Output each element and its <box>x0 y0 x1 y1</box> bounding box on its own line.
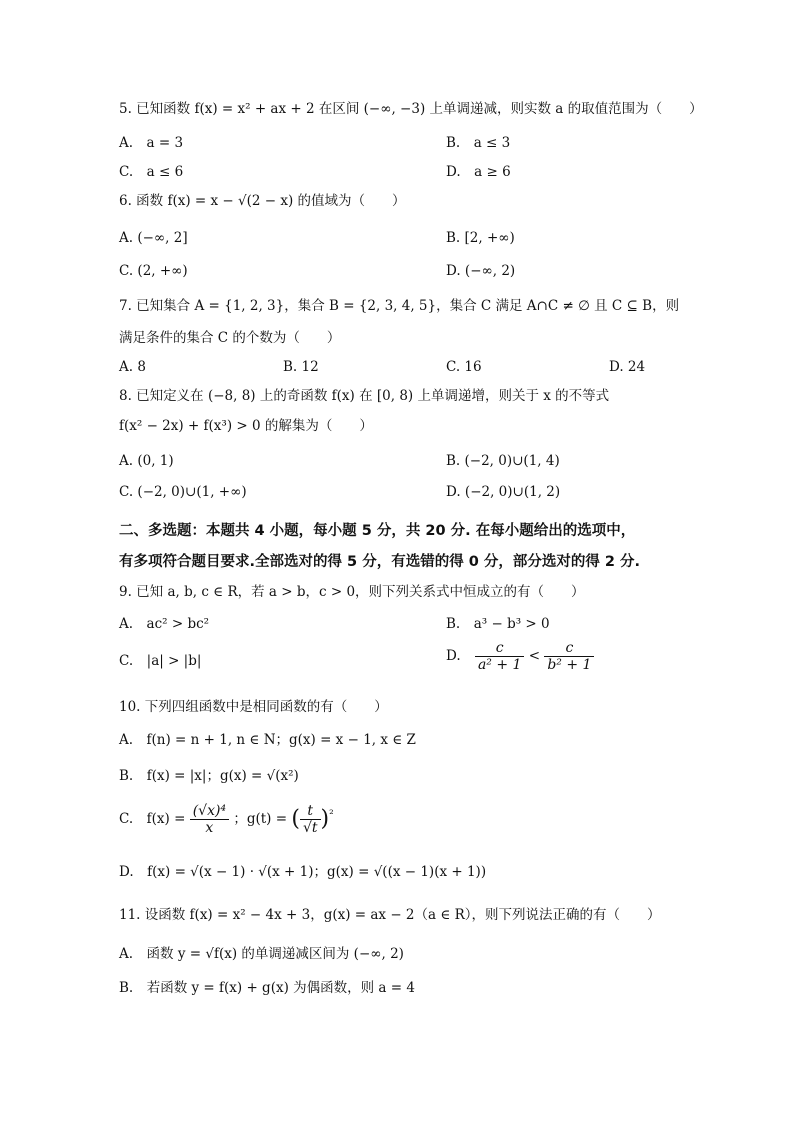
q10-option-d: D. f(x) = √(x − 1) · √(x + 1)；g(x) = √((x − 1)(x + 1)) <box>119 864 487 880</box>
q10-option-a: A. f(n) = n + 1, n ∈ N；g(x) = x − 1, x ∈ Z <box>119 732 416 748</box>
q10-c-numerator-1: (√x)⁴ <box>190 803 229 820</box>
q10-c-numerator-2: t <box>300 803 321 820</box>
q8-stem-2: f(x² − 2x) + f(x³) > 0 的解集为（ ） <box>119 418 373 434</box>
q9-d-denominator-2: b² + 1 <box>547 657 592 673</box>
q9-d-operator: < <box>528 648 541 664</box>
q10-c-left-paren: ( <box>291 806 300 832</box>
q9-d-denominator-1: a² + 1 <box>477 657 522 673</box>
q10-c-fraction-1 <box>190 803 229 836</box>
q9-d-fraction-1 <box>475 640 525 673</box>
q5-option-a: A. a = 3 <box>119 135 184 151</box>
q10-c-middle: ；g(t) = <box>233 811 288 827</box>
q7-stem: 7. 已知集合 A = {1, 2, 3}，集合 B = {2, 3, 4, 5}，集合 C 满足 A∩C ≠ ∅ 且 C ⊆ B，则 <box>119 298 680 314</box>
q8-stem: 8. 已知定义在 (−8, 8) 上的奇函数 f(x) 在 [0, 8) 上单调递增，则关于 x 的不等式 <box>119 388 610 404</box>
q9-d-numerator-1: c <box>475 640 525 657</box>
q10-option-c <box>119 803 334 836</box>
q5-stem: 5. 已知函数 f(x) = x² + ax + 2 在区间 (−∞, −3) 上单调递减，则实数 a 的取值范围为（ ） <box>119 101 703 117</box>
q9-option-a: A. ac² > bc² <box>119 616 210 632</box>
q6-option-b: B. [2, +∞) <box>446 230 515 246</box>
q10-c-denominator-1: x <box>205 820 214 836</box>
q10-stem: 10. 下列四组函数中是相同函数的有（ ） <box>119 699 388 715</box>
q10-c-fraction-2 <box>300 803 321 836</box>
q6-stem: 6. 函数 f(x) = x − √(2 − x) 的值域为（ ） <box>119 193 406 209</box>
section2-heading-2: 有多项符合题目要求.全部选对的得 5 分，有选错的得 0 分，部分选对的得 2 分. <box>119 554 641 570</box>
q10-c-square: ² <box>329 807 334 821</box>
q7-option-b: B. 12 <box>283 359 319 375</box>
q9-option-d <box>446 640 594 673</box>
q9-stem: 9. 已知 a, b, c ∈ R，若 a > b，c > 0，则下列关系式中恒成立的有（ ） <box>119 584 585 600</box>
q11-option-a: A. 函数 y = √f(x) 的单调递减区间为 (−∞, 2) <box>119 946 404 962</box>
q7-option-a: A. 8 <box>119 359 146 375</box>
q10-c-denominator-2: √t <box>302 820 318 836</box>
q9-option-b: B. a³ − b³ > 0 <box>446 616 550 632</box>
q8-option-d: D. (−2, 0)∪(1, 2) <box>446 484 561 500</box>
q9-option-c: C. |a| > |b| <box>119 653 202 669</box>
q7-option-c: C. 16 <box>446 359 482 375</box>
q10-option-b: B. f(x) = |x|；g(x) = √(x²) <box>119 768 299 784</box>
q7-stem-2: 满足条件的集合 C 的个数为（ ） <box>119 330 341 346</box>
q11-option-b: B. 若函数 y = f(x) + g(x) 为偶函数，则 a = 4 <box>119 980 415 996</box>
q9-option-d-label: D. <box>446 648 461 664</box>
q5-option-b: B. a ≤ 3 <box>446 135 511 151</box>
q7-option-d: D. 24 <box>609 359 646 375</box>
q6-option-c: C. (2, +∞) <box>119 263 188 279</box>
q9-d-fraction-2 <box>544 640 594 673</box>
q5-option-c: C. a ≤ 6 <box>119 164 184 180</box>
q10-c-right-paren: ) <box>320 806 330 832</box>
q8-option-c: C. (−2, 0)∪(1, +∞) <box>119 484 247 500</box>
q5-option-d: D. a ≥ 6 <box>446 164 511 180</box>
section2-heading-1: 二、多选题：本题共 4 小题，每小题 5 分，共 20 分. 在每小题给出的选项中， <box>119 523 636 539</box>
q8-option-b: B. (−2, 0)∪(1, 4) <box>446 453 560 469</box>
q9-d-numerator-2: c <box>544 640 594 657</box>
q11-stem: 11. 设函数 f(x) = x² − 4x + 3，g(x) = ax − 2（a ∈ R），则下列说法正确的有（ ） <box>119 907 661 923</box>
q6-option-a: A. (−∞, 2] <box>119 230 188 246</box>
q8-option-a: A. (0, 1) <box>119 453 174 469</box>
q10-c-label: C. f(x) = <box>119 811 186 827</box>
q6-option-d: D. (−∞, 2) <box>446 263 516 279</box>
